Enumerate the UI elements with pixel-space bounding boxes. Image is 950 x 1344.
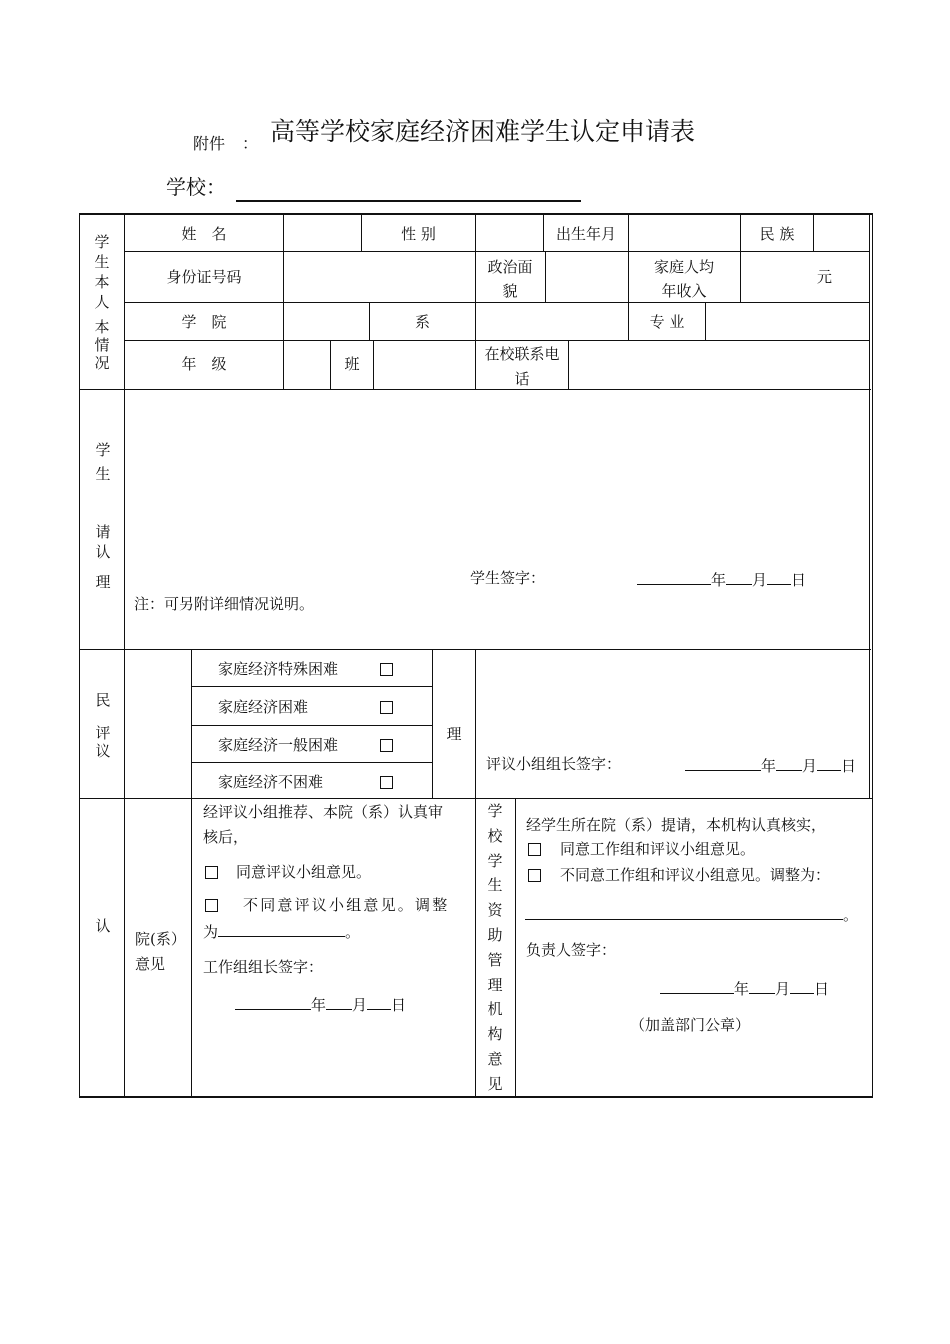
office-opinion-label: 学校学生资助管理机构意见 (487, 802, 503, 1093)
id-number-field[interactable] (284, 252, 475, 302)
option-special-hardship[interactable]: 家庭经济特殊困难 (191, 659, 432, 679)
section3-side-a: 民 (95, 691, 111, 709)
school-label: 学校： (166, 175, 226, 199)
checkbox-icon[interactable] (380, 776, 393, 789)
section1-side-label-a: 学生本人 (94, 233, 110, 311)
reason-area[interactable] (477, 651, 868, 746)
day-blank[interactable] (817, 754, 841, 771)
work-group-leader-sign-label: 工作组组长签字： (203, 958, 324, 976)
section2-side-b: 请认 (95, 523, 111, 561)
month-blank[interactable] (776, 754, 802, 771)
gender-label: 性 别 (401, 225, 436, 243)
id-number-label: 身份证号码 (166, 268, 242, 286)
name-label: 姓 名 (181, 225, 227, 243)
office-sign-date: 年 月 日 (660, 977, 829, 999)
month-blank[interactable] (326, 993, 352, 1010)
office-adjust-blank[interactable] (525, 903, 843, 920)
year-blank[interactable] (660, 977, 734, 994)
section2-side-a: 学生 (95, 441, 111, 483)
panel-leader-sign-label: 评议小组组长签字： (486, 755, 622, 773)
college-field[interactable] (284, 303, 369, 340)
major-field[interactable] (706, 303, 869, 340)
month-blank[interactable] (749, 977, 775, 994)
dept-field[interactable] (476, 303, 628, 340)
checkbox-icon[interactable] (380, 663, 393, 676)
month-blank[interactable] (726, 568, 752, 585)
year-blank[interactable] (637, 568, 711, 585)
college-text-line2: 核后， (203, 828, 249, 846)
grade-field[interactable] (284, 341, 330, 389)
college-opinion-label: 院(系）意见 (135, 930, 186, 973)
ethnicity-label: 民 族 (759, 225, 795, 243)
statement-note: 注：可另附详细情况说明。 (134, 595, 315, 613)
political-field[interactable] (546, 252, 628, 302)
section1-side-label-b: 本情况 (94, 318, 110, 372)
college-adjust-line: 为 。 (203, 920, 360, 942)
checkbox-icon[interactable] (205, 899, 218, 912)
income-unit: 元 (817, 268, 833, 286)
option-hardship[interactable]: 家庭经济困难 (191, 697, 432, 717)
class-field[interactable] (374, 341, 475, 389)
class-label: 班 (344, 355, 360, 373)
phone-label: 在校联系电话 (484, 345, 560, 388)
student-sign-date: 年 月 日 (637, 568, 806, 590)
office-stamp-note: （加盖部门公章） (630, 1016, 751, 1034)
panel-sign-date: 年 月 日 (685, 754, 856, 776)
year-blank[interactable] (235, 993, 311, 1010)
adjust-blank[interactable] (218, 920, 345, 937)
office-head-sign-label: 负责人签字： (526, 941, 617, 959)
section4-side-label: 认 (95, 917, 111, 935)
college-text-line1: 经评议小组推荐、本院（系）认真审 (203, 803, 444, 821)
gender-field[interactable] (476, 214, 543, 251)
day-blank[interactable] (790, 977, 814, 994)
college-label: 学 院 (181, 313, 227, 331)
page-title: 高等学校家庭经济困难学生认定申请表 (270, 117, 696, 146)
checkbox-icon[interactable] (528, 843, 541, 856)
checkbox-icon[interactable] (205, 866, 218, 879)
statement-area[interactable] (126, 391, 868, 561)
income-label: 家庭人均年收入 (653, 258, 714, 300)
office-text: 经学生所在院（系）提请，本机构认真核实， (526, 816, 827, 834)
school-input-line[interactable] (236, 200, 581, 202)
reason-label: 理 (446, 725, 462, 743)
option-general-hardship[interactable]: 家庭经济一般困难 (191, 735, 432, 755)
college-sign-date: 年 月 日 (235, 993, 406, 1015)
option-no-hardship[interactable]: 家庭经济不困难 (191, 772, 432, 792)
section3-side-b: 评议 (95, 724, 111, 760)
grade-label: 年 级 (181, 355, 227, 373)
year-blank[interactable] (685, 754, 761, 771)
checkbox-icon[interactable] (528, 869, 541, 882)
day-blank[interactable] (767, 568, 791, 585)
dept-label: 系 (414, 313, 430, 331)
section2-side-c: 理 (95, 573, 111, 591)
checkbox-icon[interactable] (380, 739, 393, 752)
attachment-label: 附件 (193, 134, 226, 153)
day-blank[interactable] (367, 993, 391, 1010)
checkbox-icon[interactable] (380, 701, 393, 714)
birth-label: 出生年月 (555, 225, 616, 243)
major-label: 专 业 (649, 313, 685, 331)
ethnicity-field[interactable] (814, 214, 869, 251)
name-field[interactable] (284, 214, 361, 251)
attachment-colon: ： (242, 134, 259, 153)
office-adjust-line: 。 (525, 903, 858, 925)
phone-field[interactable] (569, 341, 869, 389)
political-label: 政治面貌 (487, 258, 533, 300)
birth-field[interactable] (629, 214, 740, 251)
student-sign-label: 学生签字： (470, 569, 546, 587)
